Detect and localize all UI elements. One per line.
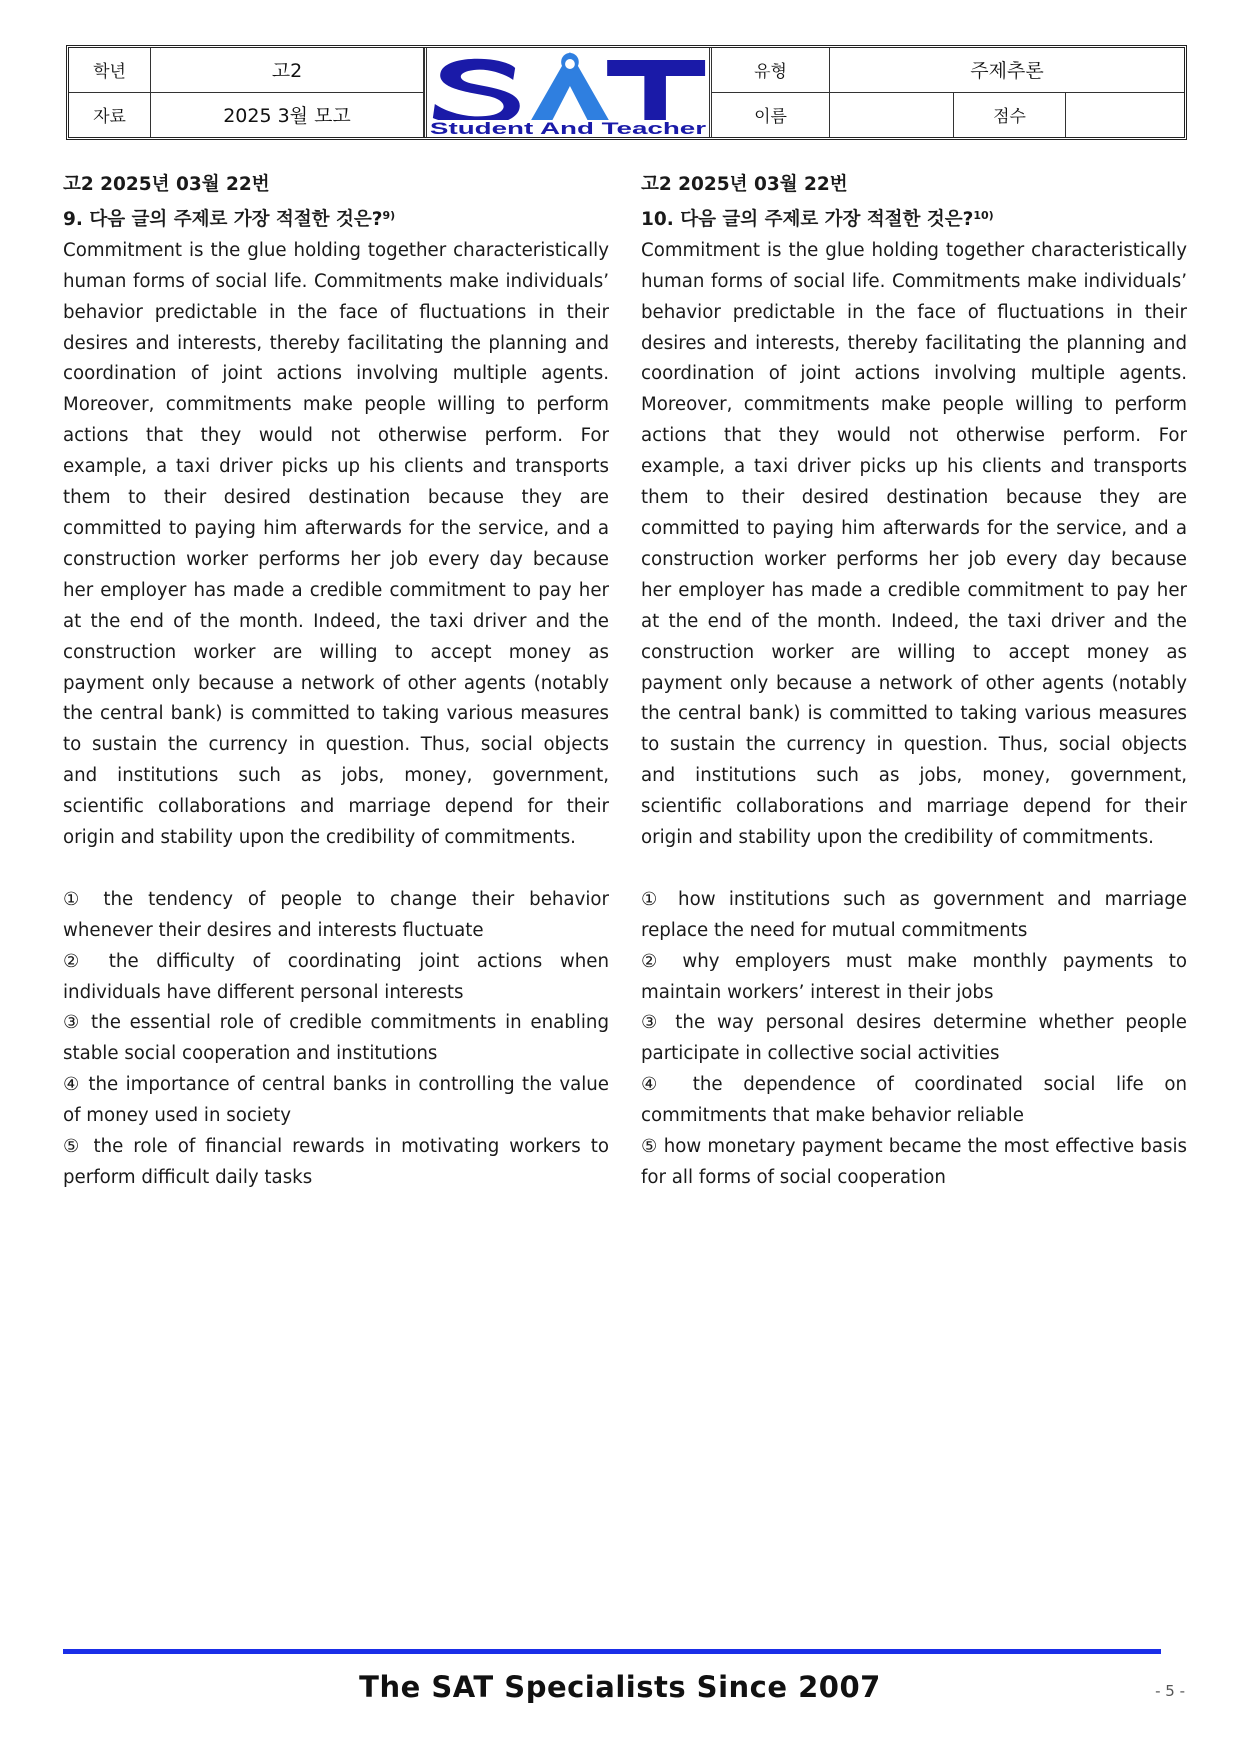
question-9-footnote: 9)	[382, 208, 396, 222]
material-label: 자료	[69, 93, 151, 138]
choice-2[interactable]: ② why employers must make monthly payments to maintain workers’ interest in their jobs	[641, 950, 1187, 1003]
question-9-prompt	[63, 201, 609, 236]
question-9-choices	[63, 885, 609, 1194]
choice-2[interactable]: ② the difficulty of coordinating joint actions when individuals have different personal interests	[63, 950, 609, 1003]
question-10-source: 고2 2025년 03월 22번	[641, 174, 848, 195]
sat-logo-graphic	[427, 48, 709, 137]
question-10-footnote: 10)	[973, 208, 994, 222]
footer-slogan: The SAT Specialists Since 2007	[359, 1670, 881, 1704]
question-10-prompt	[641, 201, 1187, 236]
grade-value: 고2	[151, 48, 424, 93]
logo-tagline: Student And Teacher	[429, 118, 707, 137]
question-9-source: 고2 2025년 03월 22번	[63, 174, 270, 195]
grade-label: 학년	[69, 48, 151, 93]
type-value: 주제추론	[830, 48, 1184, 93]
question-9-column	[63, 170, 609, 1194]
choice-5[interactable]: ⑤ how monetary payment became the most effective basis for all forms of social cooperation	[641, 1136, 1187, 1188]
question-10-column	[641, 170, 1187, 1194]
question-10-choices	[641, 885, 1187, 1194]
choice-3[interactable]: ③ the essential role of credible commitments in enabling stable social cooperation and institutions	[63, 1012, 609, 1065]
score-field[interactable]	[1066, 93, 1184, 138]
question-10-passage: Commitment is the glue holding together characteristically human forms of social life. Commitments make individuals’ behavior predictable in the face of fluctuations in their desires and interests, thereby facilitating the planning and coordination of joint actions involving multiple agents. Moreover, commitments make people willing to perform actions that they would not otherwise perform. For example, a taxi driver picks up his clients and transports them to their desired destination because they are committed to paying him afterwards for the service, and a construction worker performs her job every day because her employer has made a credible commitment to pay her at the end of the month. Indeed, the taxi driver and the construction worker are willing to accept money as payment only because a network of other agents (notably the central bank) is committed to taking various measures to sustain the currency in question. Thus, social objects and institutions such as jobs, money, government, scientific collaborations and marriage depend for their origin and stability upon the credibility of commitments.	[641, 239, 1187, 849]
question-9-text: 9. 다음 글의 주제로 가장 적절한 것은?	[63, 208, 383, 230]
choice-4[interactable]: ④ the dependence of coordinated social life on commitments that make behavior reliable	[641, 1074, 1187, 1127]
page-number: - 5 -	[1155, 1682, 1185, 1700]
choice-1[interactable]: ① the tendency of people to change their behavior whenever their desires and interests fluctuate	[63, 888, 609, 941]
footer-rule	[63, 1649, 1161, 1654]
material-value: 2025 3월 모고	[151, 93, 424, 138]
choice-3[interactable]: ③ the way personal desires determine whether people participate in collective social activities	[641, 1012, 1187, 1065]
sat-logo	[424, 48, 712, 137]
choice-1[interactable]: ① how institutions such as government and marriage replace the need for mutual commitments	[641, 888, 1187, 941]
header-table	[66, 45, 1187, 140]
name-label: 이름	[712, 93, 830, 138]
name-field[interactable]	[830, 93, 954, 138]
choice-4[interactable]: ④ the importance of central banks in controlling the value of money used in society	[63, 1074, 609, 1127]
choice-5[interactable]: ⑤ the role of financial rewards in motivating workers to perform difficult daily tasks	[63, 1136, 609, 1188]
score-label: 점수	[954, 93, 1066, 138]
question-10-text: 10. 다음 글의 주제로 가장 적절한 것은?	[641, 208, 974, 230]
type-label: 유형	[712, 48, 830, 93]
question-9-passage: Commitment is the glue holding together characteristically human forms of social life. Commitments make individuals’ behavior predictable in the face of fluctuations in their desires and interests, thereby facilitating the planning and coordination of joint actions involving multiple agents. Moreover, commitments make people willing to perform actions that they would not otherwise perform. For example, a taxi driver picks up his clients and transports them to their desired destination because they are committed to paying him afterwards for the service, and a construction worker performs her job every day because her employer has made a credible commitment to pay her at the end of the month. Indeed, the taxi driver and the construction worker are willing to accept money as payment only because a network of other agents (notably the central bank) is committed to taking various measures to sustain the currency in question. Thus, social objects and institutions such as jobs, money, government, scientific collaborations and marriage depend for their origin and stability upon the credibility of commitments.	[63, 239, 609, 849]
